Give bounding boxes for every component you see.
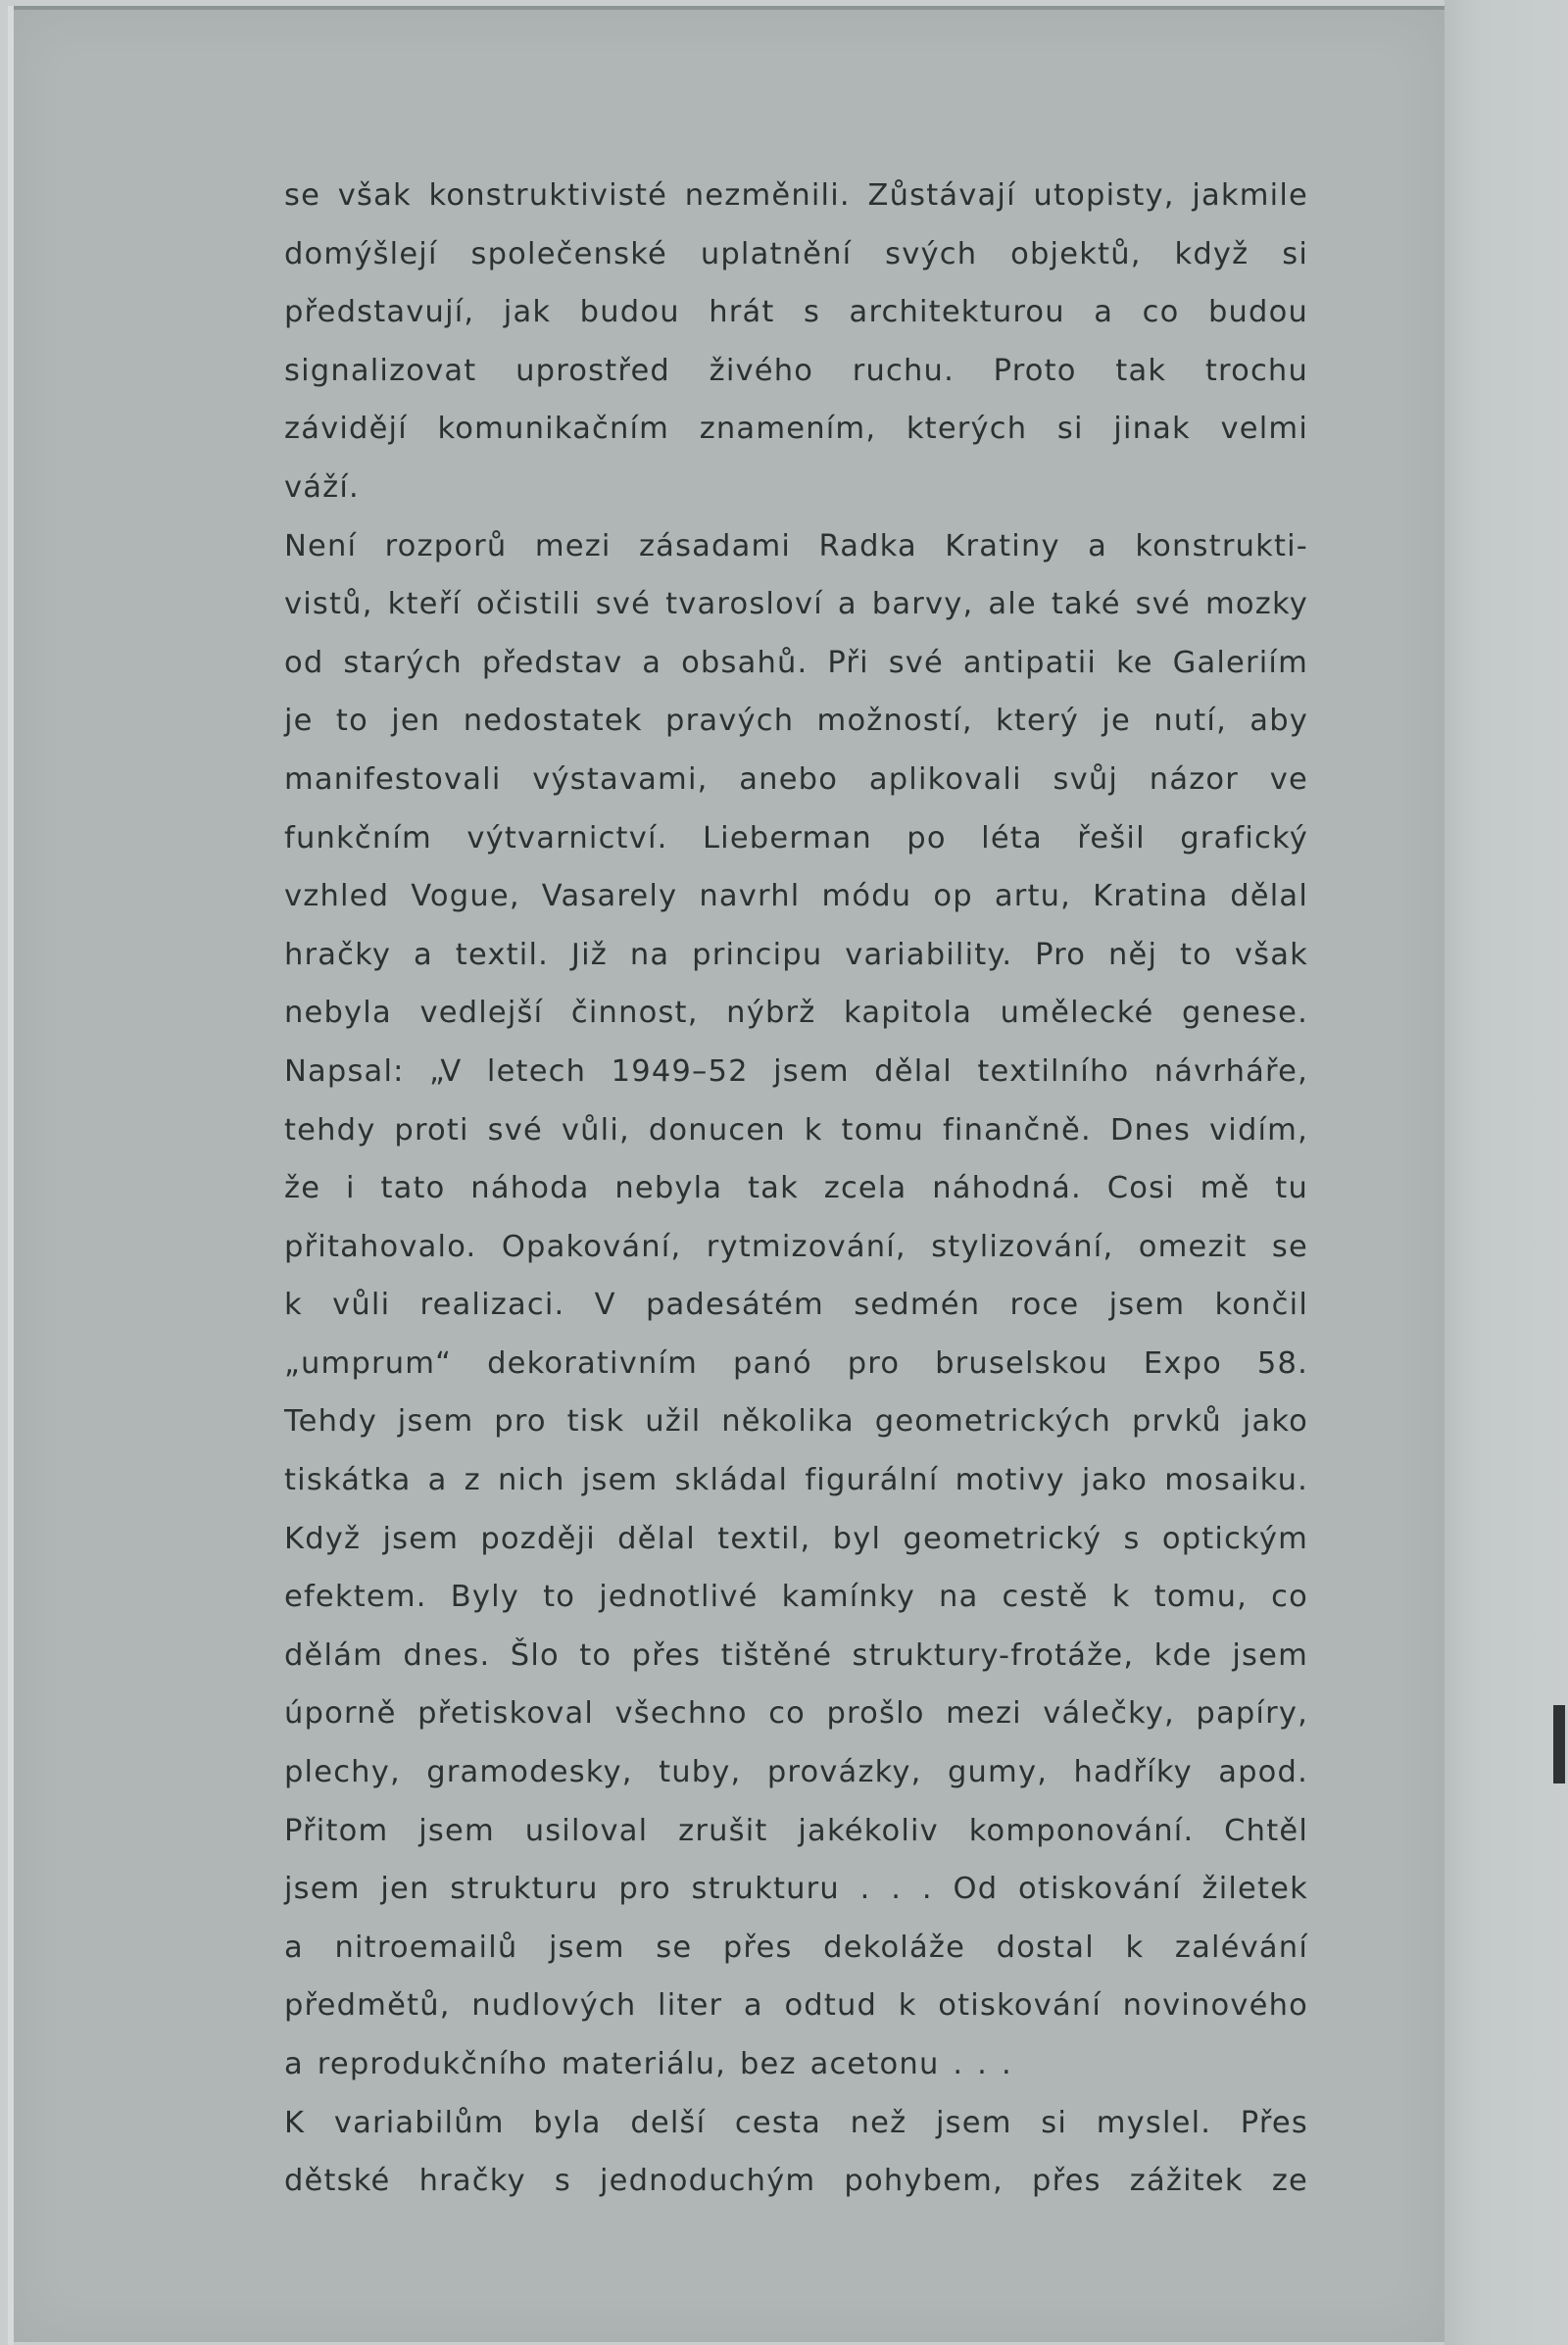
text-line: váží. bbox=[284, 469, 360, 505]
text-line: úporně přetiskoval všechno co prošlo mezi válečky, papíry, bbox=[284, 1696, 1308, 1732]
text-line: Napsal: „V letech 1949–52 jsem dělal textilního návrháře, bbox=[284, 1053, 1308, 1089]
text-line: předmětů, nudlových liter a odtud k otiskování novinového bbox=[284, 1988, 1308, 2024]
text-line: nebyla vedlejší činnost, nýbrž kapitola umělecké genese. bbox=[284, 996, 1308, 1031]
text-line: Když jsem později dělal textil, byl geometrický s optickým bbox=[284, 1521, 1308, 1556]
text-line: Přitom jsem usiloval zrušit jakékoliv komponování. Chtěl bbox=[284, 1813, 1308, 1848]
text-line: tehdy proti své vůli, donucen k tomu finančně. Dnes vidím, bbox=[284, 1112, 1308, 1148]
text-line: manifestovali výstavami, anebo aplikovali svůj názor ve bbox=[284, 761, 1308, 797]
text-line: že i tato náhoda nebyla tak zcela náhodná. Cosi mě tu bbox=[284, 1171, 1308, 1206]
text-line: Tehdy jsem pro tisk užil několika geometrických prvků jako bbox=[284, 1404, 1308, 1440]
text-line: K variabilům byla delší cesta než jsem si myslel. Přes bbox=[284, 2105, 1308, 2140]
text-line: efektem. Byly to jednotlivé kamínky na cestě k tomu, co bbox=[284, 1580, 1308, 1615]
text-line: se však konstruktivisté nezměnili. Zůstávají utopisty, jakmile bbox=[284, 178, 1308, 213]
text-line: závidějí komunikačním znamením, kterých si jinak velmi bbox=[284, 412, 1308, 447]
text-line: je to jen nedostatek pravých možností, který je nutí, aby bbox=[284, 704, 1308, 739]
text-line: a reprodukčního materiálu, bez acetonu . . . bbox=[284, 2047, 1012, 2081]
text-line: přitahovalo. Opakování, rytmizování, stylizování, omezit se bbox=[284, 1229, 1308, 1264]
text-line: funkčním výtvarnictví. Lieberman po léta řešil grafický bbox=[284, 820, 1308, 855]
text-line: vzhled Vogue, Vasarely navrhl módu op artu, Kratina dělal bbox=[284, 879, 1308, 914]
text-line: signalizovat uprostřed živého ruchu. Proto tak trochu bbox=[284, 353, 1308, 388]
text-line: k vůli realizaci. V padesátém sedmén roce jsem končil bbox=[284, 1288, 1308, 1323]
text-line: tiskátka a z nich jsem skládal figurální motivy jako mosaiku. bbox=[284, 1463, 1308, 1498]
text-line: a nitroemailů jsem se přes dekoláže dostal k zalévání bbox=[284, 1930, 1308, 1965]
text-line: domýšlejí společenské uplatnění svých objektů, když si bbox=[284, 236, 1308, 271]
body-text bbox=[284, 167, 1308, 2211]
text-line: od starých představ a obsahů. Při své antipatii ke Galeriím bbox=[284, 645, 1308, 680]
text-line: dětské hračky s jednoduchým pohybem, přes zážitek ze bbox=[284, 2164, 1308, 2199]
text-line: představují, jak budou hrát s architekturou a co budou bbox=[284, 295, 1308, 330]
text-line: dělám dnes. Šlo to přes tištěné struktury-frotáže, kde jsem bbox=[284, 1637, 1308, 1673]
page-margin-strip bbox=[1445, 0, 1568, 2345]
text-line: jsem jen strukturu pro strukturu . . . Od otiskování žiletek bbox=[284, 1872, 1308, 1907]
text-line: Není rozporů mezi zásadami Radka Kratiny a konstrukti- bbox=[284, 528, 1308, 563]
text-line: hračky a textil. Již na principu variability. Pro něj to však bbox=[284, 937, 1308, 972]
text-line: plechy, gramodesky, tuby, provázky, gumy, hadříky apod. bbox=[284, 1755, 1308, 1790]
text-line: „umprum“ dekorativním panó pro bruselskou Expo 58. bbox=[284, 1345, 1308, 1381]
edge-mark bbox=[1553, 1705, 1565, 1783]
text-line: vistů, kteří očistili své tvarosloví a barvy, ale také své mozky bbox=[284, 587, 1308, 622]
